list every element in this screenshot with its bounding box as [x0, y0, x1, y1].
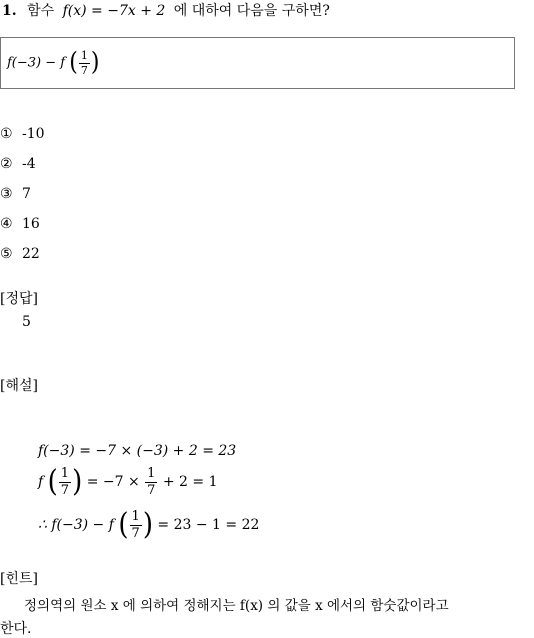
left-paren: (: [69, 48, 78, 77]
fraction-denominator: 7: [147, 483, 156, 498]
choice-item[interactable]: [0, 126, 45, 142]
explanation-fraction: [145, 467, 157, 497]
explanation-line-1: f(−3) = −7 × (−3) + 2 = 23: [38, 443, 237, 459]
question-function: f(x) = −7x + 2: [62, 3, 166, 19]
fraction-denominator: 7: [80, 64, 88, 77]
choice-marker: ①: [0, 126, 13, 142]
explanation-line3-rhs: = 23 − 1 = 22: [157, 517, 260, 533]
question-number: 1.: [2, 3, 17, 19]
choice-value: 22: [22, 246, 40, 262]
choice-item[interactable]: [0, 246, 40, 262]
choice-value: -4: [22, 156, 36, 172]
choice-marker: ②: [0, 156, 13, 172]
explanation-line3-lhs: ∴ f(−3) − f: [38, 517, 114, 533]
explanation-label: [해설]: [0, 378, 38, 394]
answer-label: [정답]: [0, 291, 38, 307]
explanation-line-3: [38, 507, 260, 543]
right-paren: ): [90, 48, 100, 77]
choice-value: -10: [22, 126, 45, 142]
question-fraction: [79, 50, 90, 76]
choice-item[interactable]: [0, 186, 31, 202]
choice-item[interactable]: [0, 216, 40, 232]
answer-value: 5: [22, 314, 31, 330]
explanation-line2-rhs: + 2 = 1: [162, 474, 218, 490]
choice-value: 16: [22, 216, 40, 232]
question-text-after: 에 대하여 다음을 구하면?: [173, 3, 330, 19]
question-header: [2, 0, 330, 20]
fraction-numerator: 1: [147, 466, 156, 481]
explanation-line2-mid: = −7 ×: [86, 474, 140, 490]
right-paren: ): [142, 507, 153, 543]
choice-marker: ⑤: [0, 246, 13, 262]
left-paren: (: [47, 464, 58, 500]
hint-label: [힌트]: [0, 571, 38, 587]
explanation-line2-lhs: f: [38, 474, 44, 490]
question-expression-left: f(−3) − f: [7, 55, 66, 71]
explanation-fraction: [130, 510, 142, 540]
hint-text-line-2: 한다.: [0, 621, 32, 637]
question-text-before: 함수: [27, 3, 55, 19]
fraction-numerator: 1: [80, 49, 88, 62]
question-expression: [7, 50, 99, 76]
fraction-denominator: 7: [131, 526, 140, 541]
question-box: [0, 37, 515, 89]
fraction-numerator: 1: [131, 509, 140, 524]
choice-marker: ④: [0, 216, 13, 232]
fraction-denominator: 7: [60, 483, 70, 498]
hint-text-line-1: 정의역의 원소 x 에 의하여 정해지는 f(x) 의 값을 x 에서의 함숫값이라고: [24, 598, 449, 614]
left-paren: (: [118, 507, 129, 543]
explanation-line-2: [38, 464, 218, 500]
choice-marker: ③: [0, 186, 13, 202]
right-paren: ): [72, 464, 83, 500]
choice-item[interactable]: [0, 156, 36, 172]
fraction-numerator: 1: [60, 466, 70, 481]
explanation-fraction: [59, 467, 71, 497]
choice-value: 7: [22, 186, 31, 202]
